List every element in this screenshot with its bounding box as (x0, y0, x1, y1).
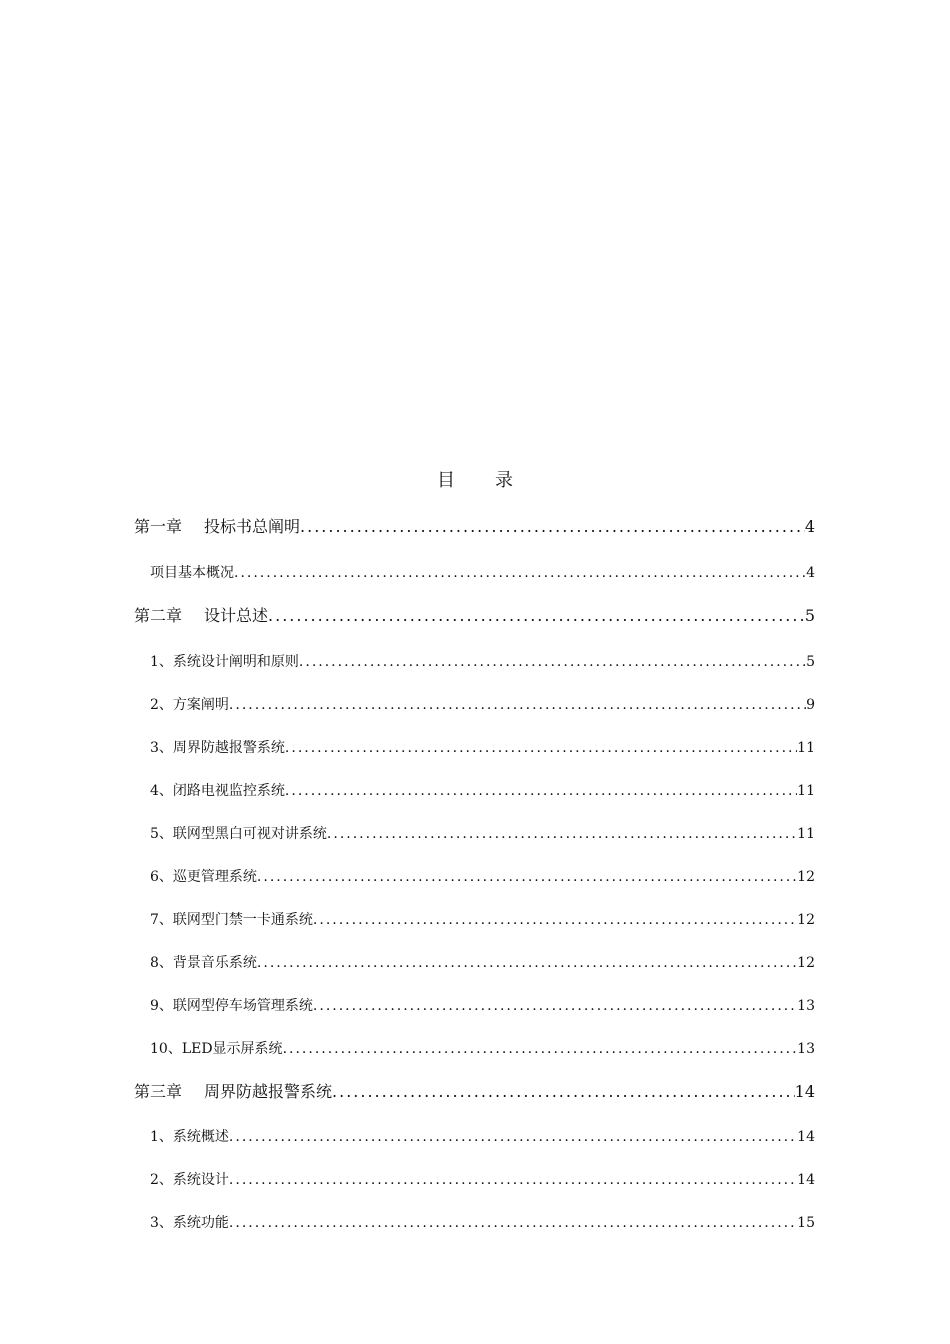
toc-title (0, 466, 950, 492)
toc-entry-chapter[interactable] (134, 603, 815, 626)
page-number: 4 (806, 565, 815, 581)
leader-dots (332, 1082, 795, 1101)
chapter-title: 投标书总阐明 (204, 517, 301, 536)
leader-dots (285, 740, 797, 756)
toc-entry-section[interactable] (150, 866, 815, 886)
toc-entry-section[interactable] (150, 952, 815, 972)
leader-dots (257, 869, 797, 885)
page-number: 13 (797, 998, 815, 1014)
section-title: 项目基本概况 (150, 565, 234, 581)
page-number: 13 (797, 1041, 815, 1057)
section-title: 9、联网型停车场管理系统 (150, 998, 313, 1014)
page-number: 4 (804, 517, 815, 536)
toc-entry-section[interactable] (150, 823, 815, 843)
leader-dots (229, 1129, 797, 1145)
toc-title-left: 目 (437, 470, 455, 491)
page-number: 12 (797, 912, 815, 928)
page-number: 14 (797, 1129, 815, 1145)
page-number: 9 (806, 697, 815, 713)
chapter-number: 第二章 (134, 606, 183, 625)
leader-dots (313, 998, 797, 1014)
toc-entry-chapter[interactable] (134, 1079, 815, 1102)
section-title: 1、系统概述 (150, 1129, 229, 1145)
section-title: 3、周界防越报警系统 (150, 740, 285, 756)
toc-entry-section[interactable] (150, 694, 815, 714)
chapter-number: 第三章 (134, 1082, 183, 1101)
page-number: 15 (797, 1215, 815, 1231)
leader-dots (268, 606, 805, 625)
leader-dots (283, 1041, 798, 1057)
section-title: 6、巡更管理系统 (150, 869, 257, 885)
page-number: 12 (797, 955, 815, 971)
page-number: 12 (797, 869, 815, 885)
section-title: 4、闭路电视监控系统 (150, 783, 285, 799)
chapter-title: 设计总述 (204, 606, 269, 625)
section-title: 8、背景音乐系统 (150, 955, 257, 971)
page-number: 5 (806, 654, 815, 670)
section-title: 7、联网型门禁一卡通系统 (150, 912, 313, 928)
toc-entry-section[interactable] (150, 909, 815, 929)
leader-dots (299, 654, 806, 670)
page-number: 11 (797, 783, 815, 799)
toc-entry-section[interactable] (150, 651, 815, 671)
leader-dots (257, 955, 797, 971)
leader-dots (327, 826, 797, 842)
leader-dots (229, 1215, 797, 1231)
leader-dots (234, 565, 806, 581)
page-number: 14 (794, 1082, 815, 1101)
page-number: 11 (797, 740, 815, 756)
toc-entry-section[interactable] (150, 1126, 815, 1146)
chapter-title: 周界防越报警系统 (204, 1082, 333, 1101)
section-title: 5、联网型黑白可视对讲系统 (150, 826, 327, 842)
toc-entry-section[interactable] (150, 562, 815, 582)
page-number: 14 (797, 1172, 815, 1188)
leader-dots (285, 783, 797, 799)
toc-title-right: 录 (495, 470, 513, 491)
section-title: 1、系统设计阐明和原则 (150, 654, 299, 670)
toc-entry-section[interactable] (150, 737, 815, 757)
toc-entry-section[interactable] (150, 1038, 815, 1058)
section-title: 10、LED显示屏系统 (150, 1041, 283, 1057)
section-title: 2、方案阐明 (150, 697, 229, 713)
page-number: 11 (797, 826, 815, 842)
leader-dots (300, 517, 805, 536)
leader-dots (313, 912, 797, 928)
toc-entry-chapter[interactable] (134, 514, 815, 537)
chapter-number: 第一章 (134, 517, 183, 536)
leader-dots (229, 1172, 797, 1188)
toc-entry-section[interactable] (150, 1212, 815, 1232)
toc-entry-section[interactable] (150, 1169, 815, 1189)
page-number: 5 (804, 606, 815, 625)
leader-dots (229, 697, 806, 713)
section-title: 3、系统功能 (150, 1215, 229, 1231)
toc-entry-section[interactable] (150, 780, 815, 800)
toc-entry-section[interactable] (150, 995, 815, 1015)
section-title: 2、系统设计 (150, 1172, 229, 1188)
